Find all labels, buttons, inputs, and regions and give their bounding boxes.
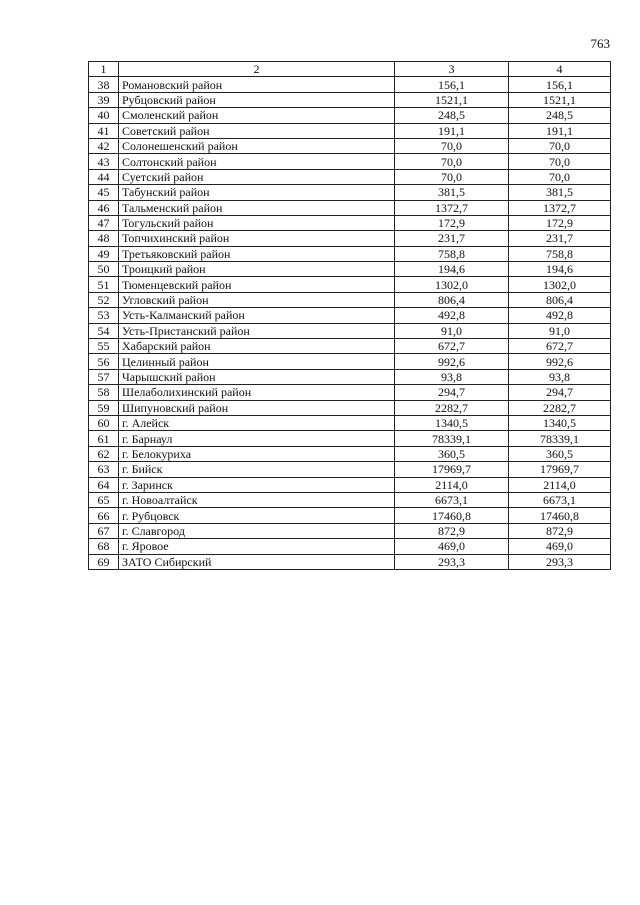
value-col4-cell: 2282,7 [509, 400, 611, 415]
value-col4-cell: 70,0 [509, 138, 611, 153]
district-name-cell: г. Заринск [119, 477, 395, 492]
value-col3-cell: 70,0 [395, 154, 509, 169]
table-row [89, 308, 611, 323]
value-col4-cell: 17460,8 [509, 508, 611, 523]
table-row [89, 185, 611, 200]
row-number-cell: 69 [89, 554, 119, 569]
district-name-cell: г. Новоалтайск [119, 492, 395, 507]
column-header-2: 2 [119, 62, 395, 77]
table-row [89, 492, 611, 507]
value-col3-cell: 78339,1 [395, 431, 509, 446]
table-row [89, 138, 611, 153]
table-row [89, 277, 611, 292]
table-row [89, 215, 611, 230]
district-name-cell: Усть-Пристанский район [119, 323, 395, 338]
district-name-cell: г. Яровое [119, 539, 395, 554]
table-row [89, 354, 611, 369]
value-col3-cell: 70,0 [395, 138, 509, 153]
district-name-cell: Хабарский район [119, 339, 395, 354]
row-number-cell: 68 [89, 539, 119, 554]
value-col4-cell: 70,0 [509, 154, 611, 169]
value-col3-cell: 758,8 [395, 246, 509, 261]
value-col3-cell: 806,4 [395, 292, 509, 307]
value-col3-cell: 293,3 [395, 554, 509, 569]
district-name-cell: Романовский район [119, 77, 395, 92]
row-number-cell: 43 [89, 154, 119, 169]
value-col3-cell: 17460,8 [395, 508, 509, 523]
page-number: 763 [590, 36, 610, 51]
row-number-cell: 67 [89, 523, 119, 538]
value-col3-cell: 2282,7 [395, 400, 509, 415]
table-row [89, 462, 611, 477]
value-col4-cell: 1372,7 [509, 200, 611, 215]
row-number-cell: 56 [89, 354, 119, 369]
table-row [89, 92, 611, 107]
row-number-cell: 62 [89, 446, 119, 461]
row-number-cell: 39 [89, 92, 119, 107]
table-row [89, 400, 611, 415]
district-name-cell: Тюменцевский район [119, 277, 395, 292]
district-name-cell: Шипуновский район [119, 400, 395, 415]
value-col3-cell: 93,8 [395, 369, 509, 384]
district-name-cell: ЗАТО Сибирский [119, 554, 395, 569]
value-col3-cell: 1372,7 [395, 200, 509, 215]
district-name-cell: Советский район [119, 123, 395, 138]
row-number-cell: 61 [89, 431, 119, 446]
value-col3-cell: 248,5 [395, 108, 509, 123]
value-col3-cell: 191,1 [395, 123, 509, 138]
district-name-cell: г. Белокуриха [119, 446, 395, 461]
value-col4-cell: 194,6 [509, 262, 611, 277]
value-col4-cell: 381,5 [509, 185, 611, 200]
district-name-cell: Топчихинский район [119, 231, 395, 246]
value-col4-cell: 172,9 [509, 215, 611, 230]
value-col3-cell: 17969,7 [395, 462, 509, 477]
value-col3-cell: 91,0 [395, 323, 509, 338]
value-col4-cell: 248,5 [509, 108, 611, 123]
value-col4-cell: 17969,7 [509, 462, 611, 477]
table-row [89, 385, 611, 400]
column-header-3: 3 [395, 62, 509, 77]
value-col4-cell: 872,9 [509, 523, 611, 538]
value-col3-cell: 360,5 [395, 446, 509, 461]
table-row [89, 431, 611, 446]
table-row [89, 262, 611, 277]
value-col4-cell: 78339,1 [509, 431, 611, 446]
row-number-cell: 55 [89, 339, 119, 354]
value-col4-cell: 191,1 [509, 123, 611, 138]
table-row [89, 108, 611, 123]
district-name-cell: г. Славгород [119, 523, 395, 538]
value-col3-cell: 1521,1 [395, 92, 509, 107]
table-row [89, 246, 611, 261]
row-number-cell: 53 [89, 308, 119, 323]
row-number-cell: 44 [89, 169, 119, 184]
row-number-cell: 57 [89, 369, 119, 384]
value-col4-cell: 1340,5 [509, 415, 611, 430]
value-col4-cell: 992,6 [509, 354, 611, 369]
row-number-cell: 52 [89, 292, 119, 307]
district-name-cell: Рубцовский район [119, 92, 395, 107]
row-number-cell: 45 [89, 185, 119, 200]
district-name-cell: Усть-Калманский район [119, 308, 395, 323]
district-name-cell: Тальменский район [119, 200, 395, 215]
value-col4-cell: 231,7 [509, 231, 611, 246]
value-col4-cell: 91,0 [509, 323, 611, 338]
value-col4-cell: 360,5 [509, 446, 611, 461]
row-number-cell: 59 [89, 400, 119, 415]
district-name-cell: Суетский район [119, 169, 395, 184]
district-name-cell: Шелаболихинский район [119, 385, 395, 400]
value-col3-cell: 231,7 [395, 231, 509, 246]
value-col3-cell: 6673,1 [395, 492, 509, 507]
value-col3-cell: 156,1 [395, 77, 509, 92]
district-name-cell: г. Бийск [119, 462, 395, 477]
row-number-cell: 60 [89, 415, 119, 430]
row-number-cell: 46 [89, 200, 119, 215]
row-number-cell: 47 [89, 215, 119, 230]
value-col3-cell: 381,5 [395, 185, 509, 200]
value-col3-cell: 992,6 [395, 354, 509, 369]
row-number-cell: 42 [89, 138, 119, 153]
value-col4-cell: 293,3 [509, 554, 611, 569]
row-number-cell: 66 [89, 508, 119, 523]
column-header-4: 4 [509, 62, 611, 77]
table-row [89, 169, 611, 184]
table-row [89, 123, 611, 138]
district-name-cell: Третьяковский район [119, 246, 395, 261]
row-number-cell: 41 [89, 123, 119, 138]
value-col3-cell: 492,8 [395, 308, 509, 323]
district-name-cell: Чарышский район [119, 369, 395, 384]
district-name-cell: Тогульский район [119, 215, 395, 230]
table-row [89, 539, 611, 554]
table-body [89, 77, 611, 570]
data-table [88, 61, 611, 570]
district-name-cell: Солтонский район [119, 154, 395, 169]
value-col4-cell: 672,7 [509, 339, 611, 354]
row-number-cell: 48 [89, 231, 119, 246]
row-number-cell: 64 [89, 477, 119, 492]
district-name-cell: г. Рубцовск [119, 508, 395, 523]
value-col4-cell: 469,0 [509, 539, 611, 554]
row-number-cell: 38 [89, 77, 119, 92]
value-col3-cell: 872,9 [395, 523, 509, 538]
district-name-cell: Смоленский район [119, 108, 395, 123]
value-col3-cell: 2114,0 [395, 477, 509, 492]
district-name-cell: г. Алейск [119, 415, 395, 430]
table-row [89, 415, 611, 430]
row-number-cell: 58 [89, 385, 119, 400]
row-number-cell: 54 [89, 323, 119, 338]
district-name-cell: Табунский район [119, 185, 395, 200]
row-number-cell: 51 [89, 277, 119, 292]
value-col3-cell: 1340,5 [395, 415, 509, 430]
table-row [89, 77, 611, 92]
table-row [89, 231, 611, 246]
district-name-cell: Целинный район [119, 354, 395, 369]
table-row [89, 554, 611, 569]
table-row [89, 154, 611, 169]
district-name-cell: г. Барнаул [119, 431, 395, 446]
column-header-1: 1 [89, 62, 119, 77]
district-name-cell: Троицкий район [119, 262, 395, 277]
table-row [89, 292, 611, 307]
value-col3-cell: 672,7 [395, 339, 509, 354]
value-col4-cell: 758,8 [509, 246, 611, 261]
value-col4-cell: 1302,0 [509, 277, 611, 292]
value-col4-cell: 93,8 [509, 369, 611, 384]
table-row [89, 477, 611, 492]
row-number-cell: 65 [89, 492, 119, 507]
table-row [89, 523, 611, 538]
row-number-cell: 50 [89, 262, 119, 277]
table-row [89, 369, 611, 384]
value-col3-cell: 194,6 [395, 262, 509, 277]
table-row [89, 508, 611, 523]
row-number-cell: 49 [89, 246, 119, 261]
value-col4-cell: 806,4 [509, 292, 611, 307]
value-col4-cell: 1521,1 [509, 92, 611, 107]
table-row [89, 323, 611, 338]
value-col4-cell: 6673,1 [509, 492, 611, 507]
district-name-cell: Солонешенский район [119, 138, 395, 153]
value-col3-cell: 70,0 [395, 169, 509, 184]
table-row [89, 446, 611, 461]
row-number-cell: 63 [89, 462, 119, 477]
value-col4-cell: 492,8 [509, 308, 611, 323]
table-header-row [89, 62, 611, 77]
district-name-cell: Угловский район [119, 292, 395, 307]
value-col4-cell: 294,7 [509, 385, 611, 400]
value-col4-cell: 2114,0 [509, 477, 611, 492]
table-row [89, 200, 611, 215]
table-row [89, 339, 611, 354]
value-col3-cell: 294,7 [395, 385, 509, 400]
value-col3-cell: 172,9 [395, 215, 509, 230]
row-number-cell: 40 [89, 108, 119, 123]
value-col3-cell: 1302,0 [395, 277, 509, 292]
value-col3-cell: 469,0 [395, 539, 509, 554]
value-col4-cell: 70,0 [509, 169, 611, 184]
value-col4-cell: 156,1 [509, 77, 611, 92]
